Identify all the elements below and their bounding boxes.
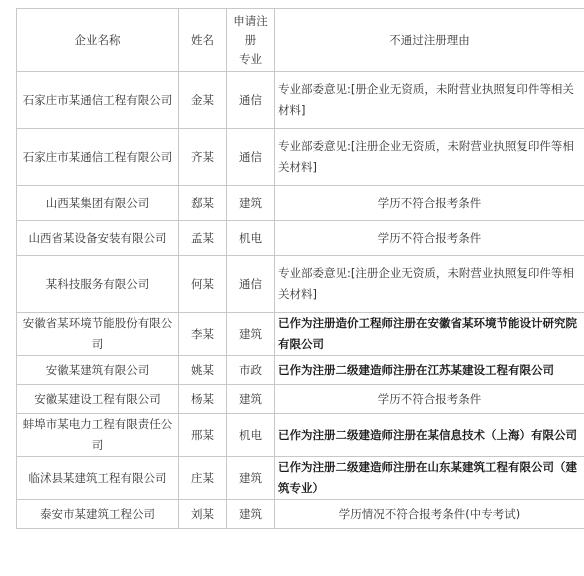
header-apply-major-line: 申请注 bbox=[233, 13, 268, 28]
major-cell: 建筑 bbox=[227, 500, 275, 529]
table-row bbox=[17, 385, 584, 414]
table-row bbox=[17, 457, 584, 500]
company-cell: 安徽某建设工程有限公司 bbox=[17, 385, 179, 414]
name-cell: 何某 bbox=[179, 256, 227, 313]
header-name: 姓名 bbox=[179, 9, 227, 72]
company-cell: 蚌埠市某电力工程有限责任公司 bbox=[17, 414, 179, 457]
name-cell: 郄某 bbox=[179, 186, 227, 221]
header-row bbox=[17, 9, 584, 72]
name-cell: 邢某 bbox=[179, 414, 227, 457]
header-apply-major-line: 册 bbox=[244, 32, 257, 47]
name-cell: 李某 bbox=[179, 313, 227, 356]
header-apply-major-line: 专业 bbox=[239, 51, 262, 66]
reason-cell: 已作为注册二级建造师注册在江苏某建设工程有限公司 bbox=[275, 356, 584, 385]
major-cell: 机电 bbox=[227, 414, 275, 457]
reason-cell: 学历不符合报考条件 bbox=[275, 186, 584, 221]
table-row bbox=[17, 500, 584, 529]
company-cell: 山西省某设备安装有限公司 bbox=[17, 221, 179, 256]
header-reason: 不通过注册理由 bbox=[275, 9, 584, 72]
reason-cell: 已作为注册造价工程师注册在安徽省某环境节能设计研究院有限公司 bbox=[275, 313, 584, 356]
reason-cell: 已作为注册二级建造师注册在山东某建筑工程有限公司（建筑专业） bbox=[275, 457, 584, 500]
major-cell: 建筑 bbox=[227, 186, 275, 221]
name-cell: 金某 bbox=[179, 72, 227, 129]
reason-cell: 已作为注册二级建造师注册在某信息技术（上海）有限公司 bbox=[275, 414, 584, 457]
major-cell: 机电 bbox=[227, 221, 275, 256]
table-row bbox=[17, 72, 584, 129]
table-row bbox=[17, 256, 584, 313]
header-company: 企业名称 bbox=[17, 9, 179, 72]
registration-rejection-table bbox=[16, 8, 584, 529]
header-apply-major bbox=[227, 9, 275, 72]
name-cell: 杨某 bbox=[179, 385, 227, 414]
table-row bbox=[17, 356, 584, 385]
name-cell: 姚某 bbox=[179, 356, 227, 385]
table-body bbox=[17, 72, 584, 529]
name-cell: 刘某 bbox=[179, 500, 227, 529]
company-cell: 安徽某建筑有限公司 bbox=[17, 356, 179, 385]
name-cell: 齐某 bbox=[179, 129, 227, 186]
reason-cell: 专业部委意见:[注册企业无资质，未附营业执照复印件等相关材料] bbox=[275, 256, 584, 313]
major-cell: 通信 bbox=[227, 256, 275, 313]
name-cell: 庄某 bbox=[179, 457, 227, 500]
major-cell: 建筑 bbox=[227, 457, 275, 500]
major-cell: 通信 bbox=[227, 72, 275, 129]
major-cell: 建筑 bbox=[227, 313, 275, 356]
major-cell: 通信 bbox=[227, 129, 275, 186]
name-cell: 孟某 bbox=[179, 221, 227, 256]
reason-cell: 专业部委意见:[册企业无资质，未附营业执照复印件等相关材料] bbox=[275, 72, 584, 129]
company-cell: 石家庄市某通信工程有限公司 bbox=[17, 72, 179, 129]
table-row bbox=[17, 129, 584, 186]
company-cell: 山西某集团有限公司 bbox=[17, 186, 179, 221]
table-row bbox=[17, 186, 584, 221]
table-row bbox=[17, 313, 584, 356]
reason-cell: 学历情况不符合报考条件(中专考试) bbox=[275, 500, 584, 529]
major-cell: 建筑 bbox=[227, 385, 275, 414]
major-cell: 市政 bbox=[227, 356, 275, 385]
company-cell: 安徽省某环境节能股份有限公司 bbox=[17, 313, 179, 356]
table-row bbox=[17, 414, 584, 457]
company-cell: 石家庄市某通信工程有限公司 bbox=[17, 129, 179, 186]
reason-cell: 学历不符合报考条件 bbox=[275, 221, 584, 256]
company-cell: 某科技服务有限公司 bbox=[17, 256, 179, 313]
reason-cell: 学历不符合报考条件 bbox=[275, 385, 584, 414]
reason-cell: 专业部委意见:[注册企业无资质，未附营业执照复印件等相关材料] bbox=[275, 129, 584, 186]
company-cell: 泰安市某建筑工程公司 bbox=[17, 500, 179, 529]
table-row bbox=[17, 221, 584, 256]
company-cell: 临沭县某建筑工程有限公司 bbox=[17, 457, 179, 500]
